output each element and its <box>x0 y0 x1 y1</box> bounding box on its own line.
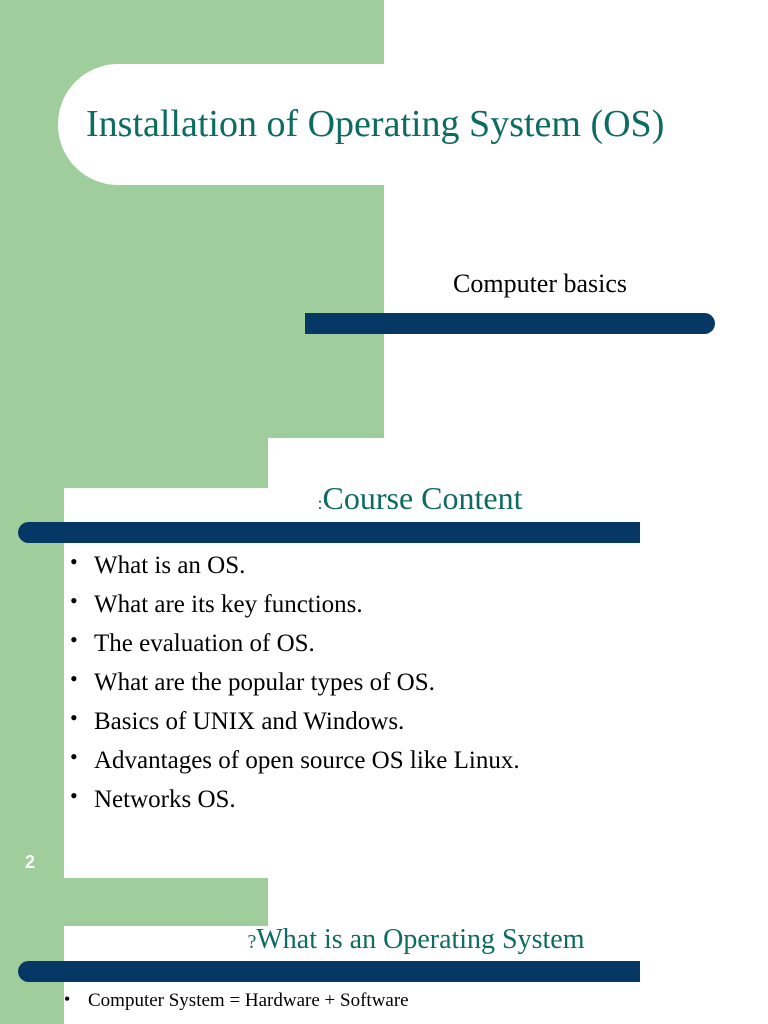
list-item: • Computer System = Hardware + Software <box>64 988 409 1014</box>
list-item: • What are its key functions. <box>70 585 520 624</box>
green-top-panel <box>0 878 268 926</box>
bullet-icon: • <box>70 588 78 613</box>
bullet-icon: • <box>70 666 78 691</box>
slide-title: Installation of Operating System (OS) <box>86 103 665 145</box>
list-item: • The evaluation of OS. <box>70 624 520 663</box>
bullet-icon: • <box>70 744 78 769</box>
heading-prefix: ? <box>247 931 257 953</box>
accent-bar <box>305 313 715 334</box>
slide-heading <box>0 480 768 517</box>
heading-text: Course Content <box>322 480 523 516</box>
accent-bar <box>18 961 640 982</box>
heading-text: What is an Operating System <box>256 924 585 955</box>
accent-bar <box>18 522 640 543</box>
page-number: 2 <box>25 852 36 872</box>
bullet-list <box>64 988 409 1014</box>
course-content-slide <box>0 438 768 878</box>
title-slide <box>0 0 768 438</box>
list-item: • Advantages of open source OS like Linux. <box>70 741 520 780</box>
bullet-icon: • <box>64 989 71 1009</box>
bullet-icon: • <box>70 627 78 652</box>
bullet-icon: • <box>70 705 78 730</box>
list-item: • Networks OS. <box>70 780 520 819</box>
bullet-icon: • <box>70 549 78 574</box>
list-item: • Basics of UNIX and Windows. <box>70 702 520 741</box>
list-item: • What is an OS. <box>70 546 520 585</box>
slide-heading <box>0 924 768 956</box>
heading-prefix: : <box>317 493 323 513</box>
bullet-icon: • <box>70 783 78 808</box>
bullet-list <box>70 546 520 819</box>
what-is-os-slide <box>0 878 768 1024</box>
list-item: • What are the popular types of OS. <box>70 663 520 702</box>
slide-subtitle: Computer basics <box>453 269 628 298</box>
